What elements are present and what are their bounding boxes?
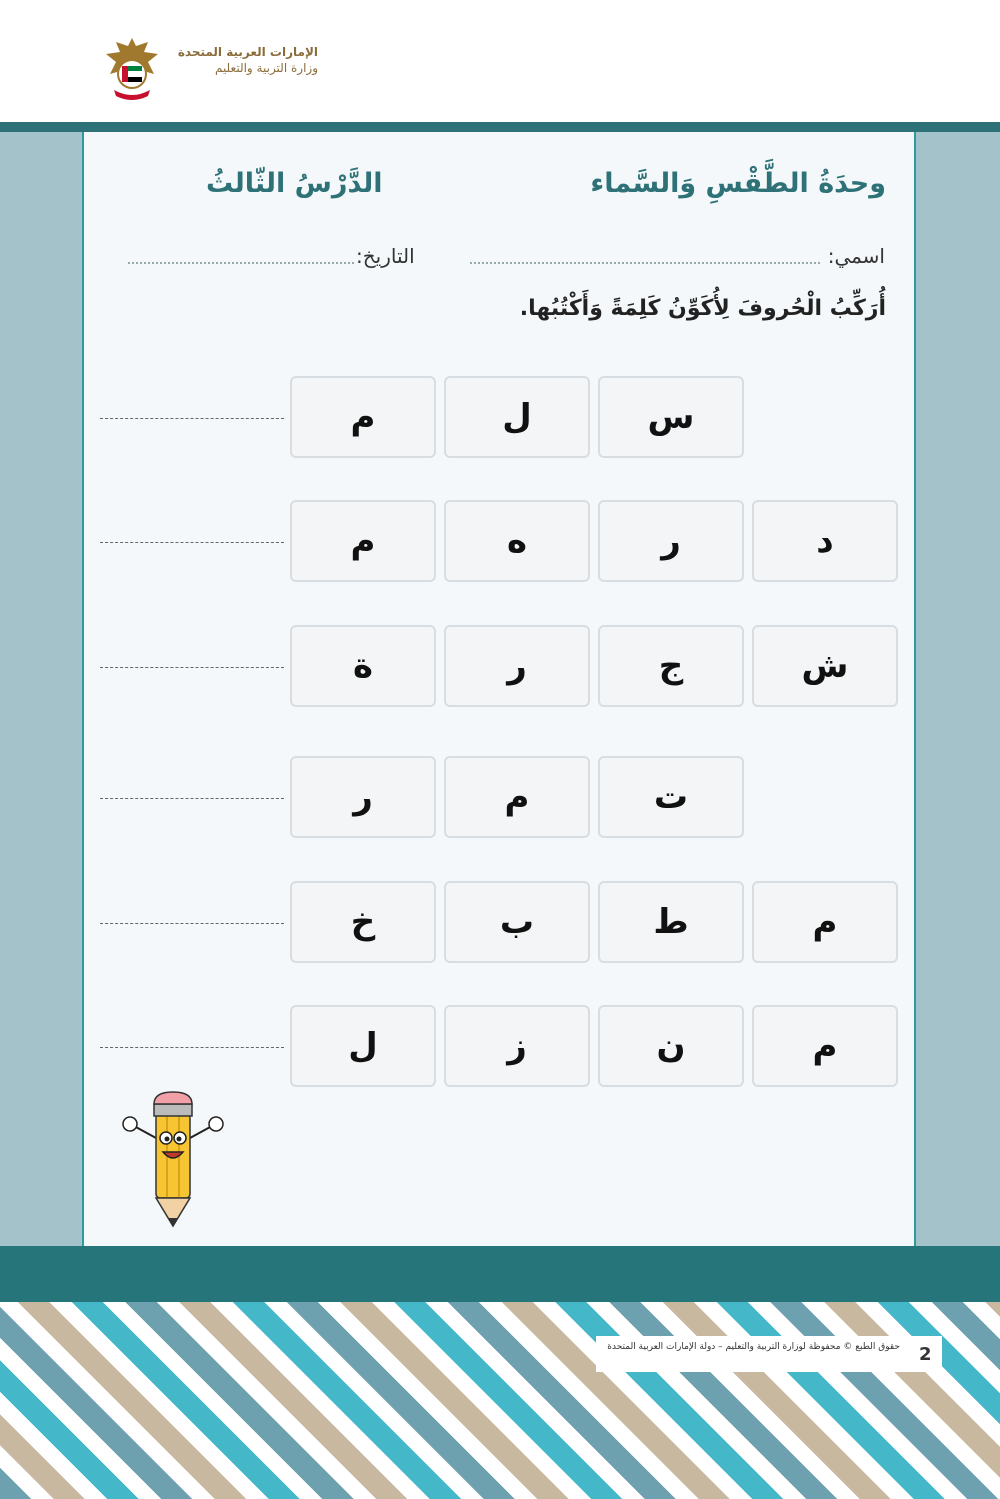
letter-tile: م — [290, 376, 436, 458]
letter-tile: د — [752, 500, 898, 582]
letter-tile: ت — [598, 756, 744, 838]
letter-tile: ط — [598, 881, 744, 963]
letter-row-5 — [100, 881, 900, 967]
letter-row-2 — [100, 500, 900, 586]
letter-tile: ن — [598, 1005, 744, 1087]
ministry-line-1: الإمارات العربية المتحدة — [177, 45, 318, 59]
name-field[interactable] — [470, 262, 820, 264]
letter-tile: ر — [444, 625, 590, 707]
top-band — [0, 122, 1000, 132]
ministry-name — [166, 44, 318, 76]
letter-row-3 — [100, 625, 900, 711]
striped-footer — [0, 1302, 1000, 1499]
letter-tile: ج — [598, 625, 744, 707]
letter-tile: ه — [444, 500, 590, 582]
name-label: اسمي: — [827, 244, 885, 268]
letter-tile: ة — [290, 625, 436, 707]
answer-line[interactable] — [100, 418, 284, 419]
answer-line[interactable] — [100, 923, 284, 924]
answer-line[interactable] — [100, 1047, 284, 1048]
instruction-text: أُرَكِّبُ الْحُروفَ لِأُكَوِّنُ كَلِمَةً وَأَكْتُبُها. — [519, 296, 886, 321]
date-label: التاريخ: — [356, 244, 415, 268]
letter-tile: م — [752, 1005, 898, 1087]
letter-row-1 — [100, 376, 900, 462]
answer-line[interactable] — [100, 798, 284, 799]
lesson-title: الدَّرْسُ الثّالثُ — [206, 168, 383, 199]
letter-row-4 — [100, 756, 900, 842]
answer-line[interactable] — [100, 542, 284, 543]
letter-tile: س — [598, 376, 744, 458]
letter-tile: م — [290, 500, 436, 582]
letter-tile: م — [752, 881, 898, 963]
copyright-text: حقوق الطبع © محفوظة لوزارة التربية والتعليم – دولة الإمارات العربية المتحدة — [607, 1342, 900, 1352]
letter-tile: ز — [444, 1005, 590, 1087]
letter-tile: ل — [444, 376, 590, 458]
answer-line[interactable] — [100, 667, 284, 668]
letter-tile: ش — [752, 625, 898, 707]
page-number: 2 — [919, 1344, 932, 1365]
page-header — [0, 0, 1000, 122]
uae-emblem-icon — [104, 34, 160, 104]
letter-tile: م — [444, 756, 590, 838]
ministry-line-2: وزارة التربية والتعليم — [214, 61, 318, 75]
letter-tile: ر — [290, 756, 436, 838]
letter-tile: ل — [290, 1005, 436, 1087]
letter-tile: خ — [290, 881, 436, 963]
unit-title: وحدَةُ الطَّقْسِ وَالسَّماء — [590, 168, 886, 199]
bottom-band — [0, 1246, 1000, 1302]
date-field[interactable] — [128, 262, 354, 264]
letter-tile: ر — [598, 500, 744, 582]
letter-tile: ب — [444, 881, 590, 963]
pencil-mascot-icon — [118, 1090, 228, 1232]
letter-row-6 — [100, 1005, 900, 1091]
